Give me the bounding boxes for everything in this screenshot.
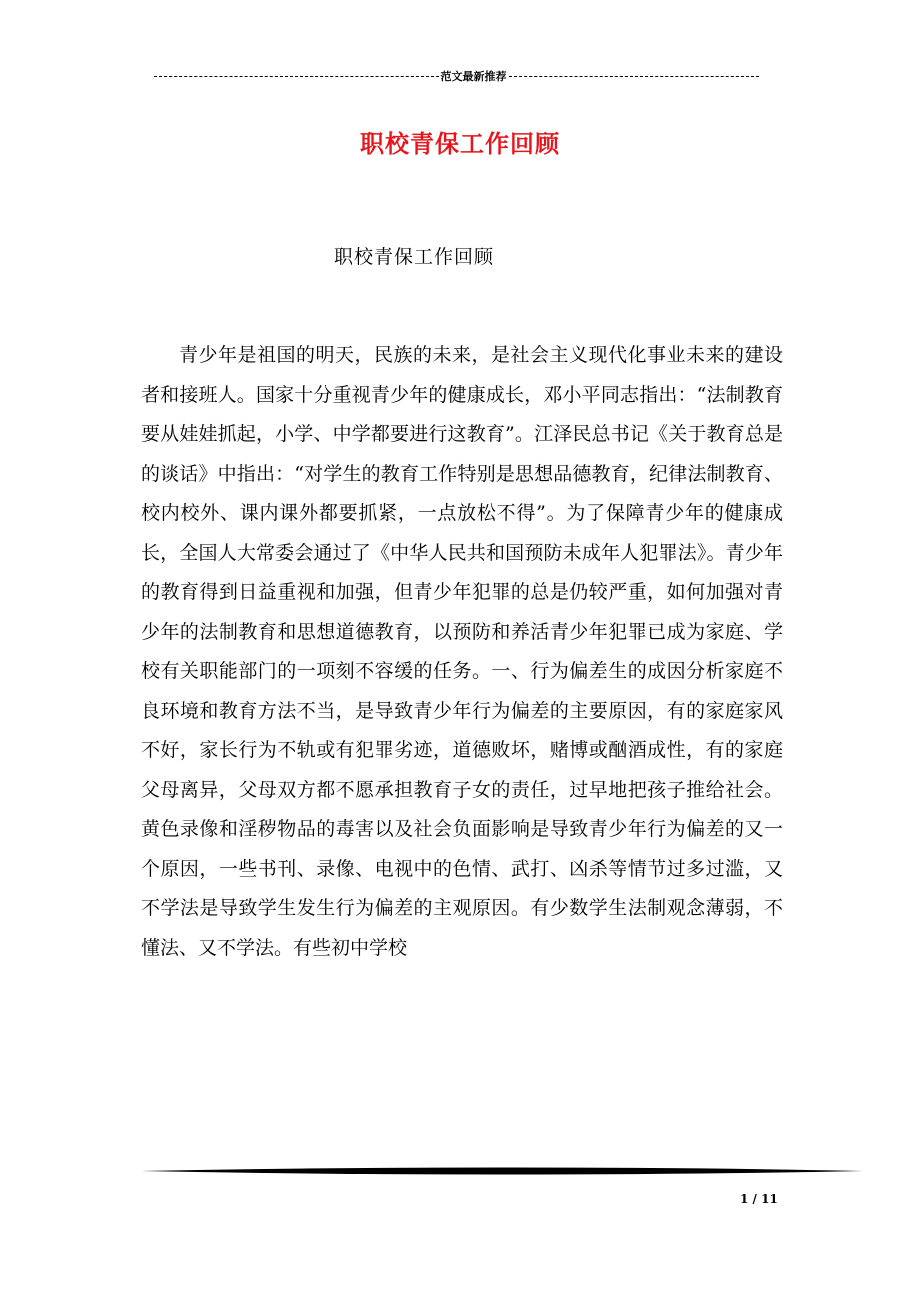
header-dashes-left xyxy=(154,76,439,77)
page-number: 1 / 11 xyxy=(740,1192,778,1206)
document-title: 职校青保工作回顾 xyxy=(360,129,560,158)
document-subtitle: 职校青保工作回顾 xyxy=(334,246,495,268)
footer-divider xyxy=(141,1167,863,1175)
body-paragraph: 青少年是祖国的明天，民族的未来，是社会主义现代化事业未来的建设者和接班人。国家十分重视青少年的健康成长，邓小平同志指出：“法制教育要从娃娃抓起，小学、中学都要进行这教育”。江泽民总书记《关于教育总是的谈话》中指出：“对学生的教育工作特别是思想品德教育，纪律法制教育、校内校外、课内课外都要抓紧，一点放松不得”。为了保障青少年的健康成长，全国人大常委会通过了《中华人民共和国预防未成年人犯罪法》。青少年的教育得到日益重视和加强，但青少年犯罪的总是仍较严重，如何加强对青少年的法制教育和思想道德教育，以预防和养活青少年犯罪已成为家庭、学校有关职能部门的一项刻不容缓的任务。一、行为偏差生的成因分析家庭不良环境和教育方法不当，是导致青少年行为偏差的主要原因，有的家庭家风不好，家长行为不轨或有犯罪劣迹，道德败坏，赌博或酗酒成性，有的家庭父母离异，父母双方都不愿承担教育子女的责任，过早地把孩子推给社会。黄色录像和淫秽物品的毒害以及社会负面影响是导致青少年行为偏差的又一个原因，一些书刊、录像、电视中的色情、武打、凶杀等情节过多过滥，又不学法是导致学生发生行为偏差的主观原因。有少数学生法制观念薄弱，不懂法、又不学法。有些初中学校 xyxy=(141,344,783,959)
header-label: 范文最新推荐 xyxy=(440,70,507,83)
page-header xyxy=(141,68,771,84)
header-dashes-right xyxy=(509,76,759,77)
